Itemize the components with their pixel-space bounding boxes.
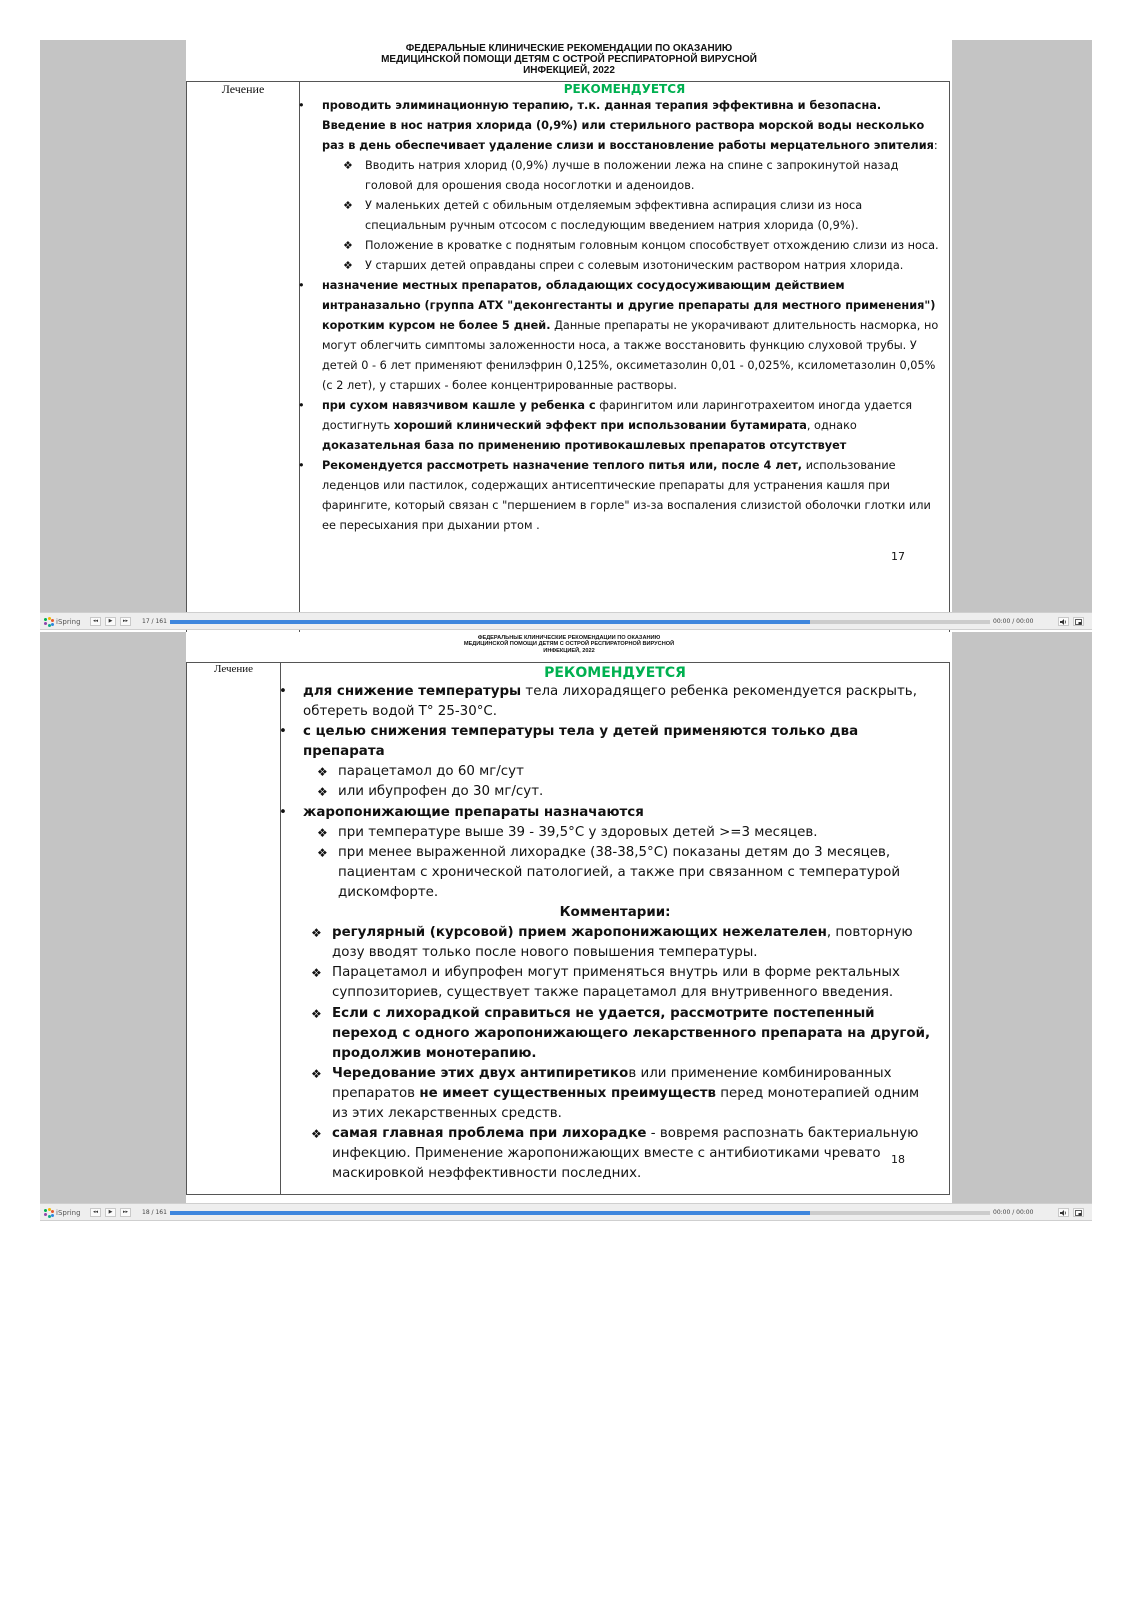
bullet-item — [281, 803, 949, 823]
comment-item — [281, 1064, 949, 1124]
diamond-icon: ❖ — [343, 159, 353, 172]
diamond-text: при температуре выше 39 - 39,5°С у здоровых детей >=3 месяцев. — [338, 824, 818, 840]
bullet-item — [281, 682, 949, 722]
bullet-bold: проводить элиминационную терапию, т.к. данная терапия эффективна и безопасна. Введение в нос натрия хлорида (0,9%) или стерильного раствора морской воды несколько раз в день обеспечивает удаление слизи и восстановление работы мерцательного эпителия — [322, 99, 934, 152]
diamond-text: У маленьких детей с обильным отделяемым эффективна аспирация слизи из носа специальным ручным отсосом с последующим введением натрия хлорида (0,9%). — [365, 199, 863, 232]
diamond-icon: ❖ — [311, 1066, 322, 1081]
diamond-item — [300, 256, 949, 276]
comment-text: Парацетамол и ибупрофен могут применяться внутрь или в форме ректальных суппозиториев, существует также парацетамол для внутривенного введения. — [332, 965, 900, 1001]
diamond-icon: ❖ — [311, 1127, 322, 1142]
bullet-item — [300, 396, 949, 456]
comment-item — [281, 963, 949, 1003]
forward-button[interactable] — [120, 1208, 131, 1217]
diamond-item — [281, 782, 949, 802]
diamond-item — [281, 762, 949, 782]
time-display: 00:00 / 00:00 — [993, 618, 1034, 625]
bullet-bold: с целью снижения температуры тела у детей применяются только два препарата — [303, 724, 859, 760]
bullet-icon: • — [279, 724, 287, 740]
speaker-icon — [1060, 619, 1067, 625]
play-icon: ▶ — [108, 1209, 113, 1215]
bullet-bold: хороший клинический эффект при использовании бутамирата — [393, 419, 807, 432]
comment-bold: самая главная проблема при лихорадке — [332, 1126, 647, 1142]
bullet-icon: • — [279, 684, 287, 699]
slide-table — [186, 81, 950, 640]
forward-icon: ▸▸ — [122, 618, 129, 624]
slide-table — [186, 662, 950, 1195]
diamond-icon: ❖ — [317, 765, 328, 780]
ispring-logo — [44, 1207, 81, 1219]
bullet-text: : — [933, 139, 938, 152]
diamond-icon: ❖ — [311, 1006, 322, 1021]
left-label: Лечение — [221, 82, 265, 96]
comment-bold: Если с лихорадкой справиться не удается, рассмотрите постепенный переход с одного жаропонижающего лекарственного препарата на другой, продолжив монотерапию. — [332, 1005, 931, 1061]
forward-button[interactable] — [120, 617, 131, 626]
progress-track[interactable] — [170, 1211, 990, 1215]
ispring-logo — [44, 616, 81, 628]
slide-header: ФЕДЕРАЛЬНЫЕ КЛИНИЧЕСКИЕ РЕКОМЕНДАЦИИ ПО ОКАЗАНИЮ МЕДИЦИНСКОЙ ПОМОЩИ ДЕТЯМ С ОСТРОЙ РЕСПИРАТОРНОЙ ВИРУСНОЙ ИНФЕКЦИЕЙ, 2022 — [381, 43, 757, 76]
bullet-bold: для снижение температуры — [303, 684, 522, 699]
diamond-item — [281, 823, 949, 843]
slide-number: 17 — [891, 550, 905, 563]
diamond-text: при менее выраженной лихорадке (38-38,5°С) показаны детям до 3 месяцев, пациентам с хронической патологией, а также при связанном с температурой дискомфорте. — [338, 844, 901, 900]
content-column — [300, 82, 949, 639]
left-column — [187, 82, 300, 639]
comment-text: , повторную дозу вводят только после нового повышения температуры. — [332, 925, 913, 961]
volume-button[interactable] — [1058, 1208, 1069, 1217]
bullet-item — [300, 456, 949, 536]
slide-header: ФЕДЕРАЛЬНЫЕ КЛИНИЧЕСКИЕ РЕКОМЕНДАЦИИ ПО ОКАЗАНИЮ МЕДИЦИНСКОЙ ПОМОЩИ ДЕТЯМ С ОСТРОЙ РЕСПИРАТОРНОЙ ВИРУСНОЙ ИНФЕКЦИЕЙ, 2022 — [463, 635, 675, 654]
rewind-button[interactable] — [90, 617, 101, 626]
ispring-logo-icon — [44, 617, 54, 627]
bullet-text: тела лихорадящего ребенка рекомендуется раскрыть, обтереть водой Т° 25-30°С. — [303, 684, 917, 720]
comment-bold: регулярный (курсовой) прием жаропонижающих нежелателен — [332, 925, 827, 941]
comment-item — [281, 923, 949, 963]
fullscreen-icon — [1075, 619, 1082, 625]
play-button[interactable] — [105, 617, 116, 626]
diamond-text: Положение в кроватке с поднятым головным концом способствует отхождению слизи из носа. — [365, 239, 939, 252]
volume-button[interactable] — [1058, 617, 1069, 626]
logo-text: iSpring — [56, 1209, 81, 1217]
ispring-logo-icon — [44, 1208, 54, 1218]
player-bar — [40, 612, 1092, 630]
diamond-icon: ❖ — [317, 825, 328, 840]
comment-item — [281, 1004, 949, 1064]
comment-bold: не имеет существенных преимуществ — [419, 1085, 716, 1101]
fullscreen-button[interactable] — [1073, 1208, 1084, 1217]
bullet-bold: жаропонижающие препараты назначаются — [303, 804, 644, 820]
diamond-icon: ❖ — [343, 199, 353, 212]
time-display: 00:00 / 00:00 — [993, 1209, 1034, 1216]
slide-18 — [186, 632, 952, 1203]
diamond-icon: ❖ — [317, 785, 328, 800]
diamond-text: парацетамол до 60 мг/сут — [338, 764, 524, 780]
bullet-text: Данные препараты не укорачивают длительность насморка, но могут облегчить симптомы заложенности носа, а также восстановить функцию слуховой трубы. У детей 0 - 6 лет применяют фенилэфрин 0,125%, оксиметазолин 0,01 - 0,025%, ксилометазолин 0,05% (с 2 лет), у старших - более концентрированные растворы. — [322, 319, 939, 392]
diamond-icon: ❖ — [343, 259, 353, 272]
bullet-item — [300, 96, 949, 156]
comment-text: в или применение комбинированных препаратов — [332, 1065, 892, 1101]
left-column — [187, 663, 281, 1194]
content-column — [281, 663, 949, 1194]
diamond-text: или ибупрофен до 30 мг/сут. — [338, 784, 544, 800]
bullet-icon: • — [298, 399, 305, 412]
slide-17 — [186, 40, 952, 612]
bullet-text: использование леденцов или пастилок, содержащих антисептические препараты для устранения кашля при фарингите, который связан с "першением в горле" из-за воспаления слизистой оболочки глотки или ее пересыхания при дыхании ртом . — [322, 459, 931, 532]
bullet-bold: доказательная база по применению противокашлевых препаратов отсутствует — [322, 439, 847, 452]
play-icon: ▶ — [108, 618, 113, 624]
comment-item — [281, 1124, 949, 1184]
bullet-item — [300, 276, 949, 396]
comment-bold: Чередование этих двух антипиретико — [332, 1065, 629, 1081]
slide-frame-17 — [40, 40, 1092, 612]
comment-text: перед монотерапией одним из этих лекарственных средств. — [332, 1085, 920, 1121]
slide-counter: 17 / 161 — [142, 618, 167, 625]
recommended-title: РЕКОМЕНДУЕТСЯ — [544, 665, 686, 681]
fullscreen-icon — [1075, 1210, 1082, 1216]
rewind-icon: ◂◂ — [92, 618, 99, 624]
bullet-bold: назначение местных препаратов, обладающих сосудосуживающим действием интраназально (группа АТХ "деконгестанты и другие препараты для местного применения") коротким курсом не более 5 дней. — [322, 279, 936, 332]
progress-track[interactable] — [170, 620, 990, 624]
bullet-icon: • — [298, 279, 305, 292]
diamond-item — [281, 843, 949, 903]
slide-number: 18 — [891, 1153, 905, 1166]
diamond-text: У старших детей оправданы спреи с солевым изотоническим раствором натрия хлорида. — [365, 259, 904, 272]
comment-text: - вовремя распознать бактериальную инфекцию. Применение жаропонижающих вместе с антибиотиками чревато маскировкой неэффективности последних. — [332, 1126, 919, 1182]
diamond-icon: ❖ — [311, 926, 322, 941]
bullet-icon: • — [298, 459, 305, 472]
bullet-icon: • — [279, 804, 287, 820]
logo-text: iSpring — [56, 618, 81, 626]
recommended-title: РЕКОМЕНДУЕТСЯ — [563, 82, 686, 96]
slide-counter: 18 / 161 — [142, 1209, 167, 1216]
forward-icon: ▸▸ — [122, 1209, 129, 1215]
bullet-text: , однако — [806, 419, 857, 432]
fullscreen-button[interactable] — [1073, 617, 1084, 626]
diamond-item — [300, 196, 949, 236]
slide-frame-18 — [40, 632, 1092, 1203]
bullet-bold: Рекомендуется рассмотреть назначение теплого питья или, после 4 лет, — [322, 459, 803, 472]
speaker-icon — [1060, 1210, 1067, 1216]
rewind-button[interactable] — [90, 1208, 101, 1217]
comments-title: Комментарии: — [559, 905, 671, 921]
diamond-item — [300, 156, 949, 196]
diamond-icon: ❖ — [317, 845, 328, 860]
bullet-text: фарингитом или ларинготрахеитом иногда удается достигнуть — [322, 399, 913, 432]
diamond-item — [300, 236, 949, 256]
play-button[interactable] — [105, 1208, 116, 1217]
bullet-bold: при сухом навязчивом кашле у ребенка с — [322, 399, 596, 412]
player-bar — [40, 1203, 1092, 1221]
progress-fill — [170, 620, 810, 624]
left-label: Лечение — [213, 663, 254, 675]
rewind-icon: ◂◂ — [92, 1209, 99, 1215]
diamond-text: Вводить натрия хлорид (0,9%) лучше в положении лежа на спине с запрокинутой назад головой для орошения свода носоглотки и аденоидов. — [365, 159, 899, 192]
bullet-item — [281, 722, 949, 762]
progress-fill — [170, 1211, 810, 1215]
bullet-icon: • — [298, 99, 305, 112]
diamond-icon: ❖ — [311, 966, 322, 981]
diamond-icon: ❖ — [343, 239, 353, 252]
